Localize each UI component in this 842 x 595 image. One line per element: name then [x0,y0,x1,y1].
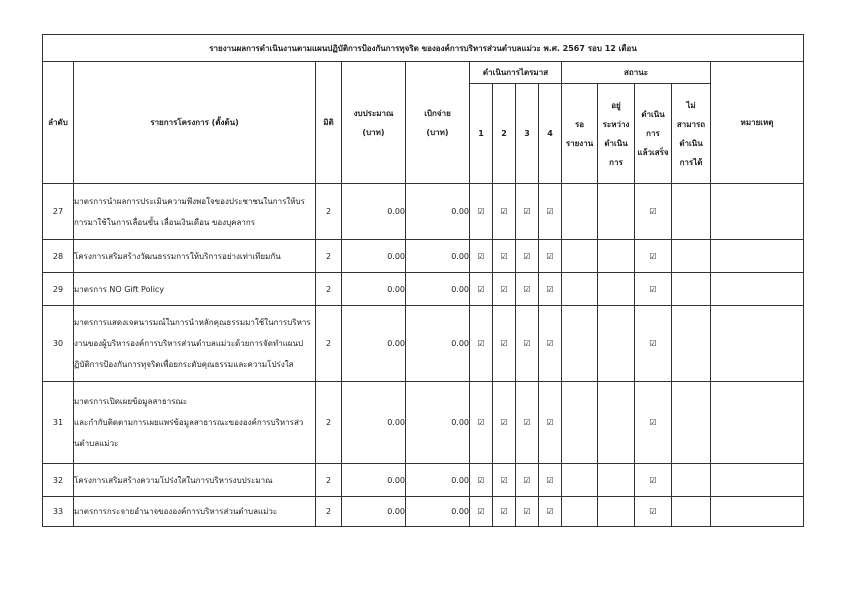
row-project-name-line: มาตรการแสดงเจตนารมณ์ในการนำหลักคุณธรรมมาใช้ในการบริหาร [74,318,311,327]
header-status-in-progress [598,84,635,184]
row-dimension: 2 [316,382,342,464]
status-unable-cell [672,306,711,382]
table-row [43,184,804,240]
row-project-name-line: ฏิบัติการป้องกันการทุจริตเพื่อยกระดับคุณธรรมและความโปร่งใส [74,360,294,369]
status-in-progress-cell [598,306,635,382]
table-row [43,240,804,273]
quarter-check-icon: ☑ [493,273,516,306]
quarter-check-icon: ☑ [539,497,562,527]
row-remark [711,497,804,527]
header-spent-line2: (บาท) [426,127,449,137]
row-project-name-line: โครงการเสริมสร้างความโปร่งใสในการบริหารงบประมาณ [74,475,273,485]
row-project-name-line: งานของผู้บริหารองค์การบริหารส่วนตำบลแม่วะด้วยการจัดทำแผนป [74,339,304,348]
quarter-check-icon: ☑ [539,306,562,382]
quarter-check-icon: ☑ [470,306,493,382]
status-pending-cell [562,273,598,306]
row-project-name-line: การมาใช้ในการเลื่อนขั้น เลื่อนเงินเดือน ของบุคลากร [74,217,256,227]
status-inprogress-line2: ระหว่าง [602,119,630,129]
status-in-progress-cell [598,497,635,527]
status-unable-cell [672,497,711,527]
header-status-completed [635,84,672,184]
status-in-progress-cell [598,240,635,273]
status-completed-check-icon: ☑ [635,497,672,527]
status-pending-line2: รายงาน [565,138,594,148]
status-pending-line1: รอ [574,119,585,129]
status-unable-cell [672,273,711,306]
status-inprogress-line4: การ [609,157,623,167]
quarter-check-icon: ☑ [516,464,539,497]
row-dimension: 2 [316,464,342,497]
row-project-name [74,273,316,306]
status-pending-cell [562,240,598,273]
status-unable-cell [672,382,711,464]
status-pending-cell [562,306,598,382]
row-project-name-line: มาตรการนำผลการประเมินความพึงพอใจของประชาชนในการให้บร [74,196,305,206]
quarter-check-icon: ☑ [493,240,516,273]
header-spent [406,62,470,184]
quarter-check-icon: ☑ [539,184,562,240]
quarter-check-icon: ☑ [539,240,562,273]
status-completed-line1: ดำเนิน [641,110,665,119]
row-remark [711,184,804,240]
row-spent: 0.00 [406,306,470,382]
header-order: ลำดับ [43,62,74,184]
header-project: รายการโครงการ (ตั้งต้น) [74,62,316,184]
header-quarter-1: 1 [470,84,493,184]
status-in-progress-cell [598,273,635,306]
quarter-check-icon: ☑ [493,497,516,527]
row-dimension: 2 [316,497,342,527]
row-dimension: 2 [316,306,342,382]
row-order: 31 [43,382,74,464]
quarter-check-icon: ☑ [539,464,562,497]
row-dimension: 2 [316,240,342,273]
row-order: 29 [43,273,74,306]
row-spent: 0.00 [406,184,470,240]
row-spent: 0.00 [406,497,470,527]
row-remark [711,306,804,382]
quarter-check-icon: ☑ [516,306,539,382]
row-spent: 0.00 [406,464,470,497]
status-completed-check-icon: ☑ [635,306,672,382]
quarter-check-icon: ☑ [539,273,562,306]
quarter-check-icon: ☑ [516,240,539,273]
status-completed-check-icon: ☑ [635,382,672,464]
quarter-check-icon: ☑ [470,382,493,464]
status-completed-check-icon: ☑ [635,240,672,273]
status-pending-cell [562,184,598,240]
status-in-progress-cell [598,382,635,464]
table-body [43,184,804,527]
table-row [43,382,804,464]
header-status-unable [672,84,711,184]
quarter-check-icon: ☑ [493,464,516,497]
row-project-name [74,184,316,240]
status-inprogress-line3: ดำเนิน [604,138,628,148]
status-completed-check-icon: ☑ [635,273,672,306]
row-remark [711,240,804,273]
row-order: 32 [43,464,74,497]
quarter-check-icon: ☑ [493,382,516,464]
quarter-check-icon: ☑ [470,464,493,497]
row-project-name [74,240,316,273]
header-budget [342,62,406,184]
status-completed-check-icon: ☑ [635,184,672,240]
report-table [42,34,804,527]
status-in-progress-cell [598,464,635,497]
quarter-check-icon: ☑ [516,382,539,464]
status-unable-cell [672,240,711,273]
quarter-check-icon: ☑ [470,240,493,273]
row-order: 33 [43,497,74,527]
row-project-name [74,306,316,382]
status-unable-line4: การได้ [679,157,703,167]
row-remark [711,464,804,497]
quarter-check-icon: ☑ [493,184,516,240]
quarter-check-icon: ☑ [493,306,516,382]
header-quarter-2: 2 [493,84,516,184]
quarter-check-icon: ☑ [470,273,493,306]
header-dimension: มิติ [316,62,342,184]
row-project-name-line: มาตรการ NO Gift Policy [74,284,165,294]
row-remark [711,382,804,464]
row-budget: 0.00 [342,184,406,240]
header-status-group: สถานะ [562,62,711,84]
status-in-progress-cell [598,184,635,240]
row-project-name-line: มาตรการกระจายอำนาจขององค์การบริหารส่วนตำบลแม่วะ [74,507,278,516]
quarter-check-icon: ☑ [516,184,539,240]
row-budget: 0.00 [342,497,406,527]
status-completed-check-icon: ☑ [635,464,672,497]
header-quarter-group: ดำเนินการไตรมาส [470,62,562,84]
row-project-name [74,382,316,464]
header-budget-line2: (บาท) [362,127,385,137]
table-row [43,273,804,306]
row-project-name-line: มาตรการเปิดเผยข้อมูลสาธารณะ [74,397,188,406]
row-project-name-line: นตำบลแม่วะ [74,439,119,448]
table-row [43,306,804,382]
row-budget: 0.00 [342,306,406,382]
status-unable-cell [672,464,711,497]
row-budget: 0.00 [342,240,406,273]
quarter-check-icon: ☑ [470,184,493,240]
row-spent: 0.00 [406,240,470,273]
header-budget-line1: งบประมาณ [353,108,394,118]
row-order: 30 [43,306,74,382]
row-budget: 0.00 [342,273,406,306]
row-order: 27 [43,184,74,240]
row-project-name [74,464,316,497]
quarter-check-icon: ☑ [516,273,539,306]
row-budget: 0.00 [342,382,406,464]
header-quarter-3: 3 [516,84,539,184]
header-remark: หมายเหตุ [711,62,804,184]
quarter-check-icon: ☑ [539,382,562,464]
status-pending-cell [562,382,598,464]
status-pending-cell [562,497,598,527]
status-unable-line3: ดำเนิน [679,138,703,148]
report-title: รายงานผลการดำเนินงานตามแผนปฏิบัติการป้องกันการทุจริต ขององค์การบริหารส่วนตำบลแม่วะ พ.ศ. 2567 รอบ 12 เดือน [43,35,804,62]
quarter-check-icon: ☑ [516,497,539,527]
row-spent: 0.00 [406,273,470,306]
quarter-check-icon: ☑ [470,497,493,527]
status-inprogress-line1: อยู่ [611,100,621,110]
table-row [43,464,804,497]
row-project-name [74,497,316,527]
status-completed-line3: แล้วเสร็จ [637,148,669,157]
status-unable-cell [672,184,711,240]
header-quarter-4: 4 [539,84,562,184]
status-completed-line2: การ [646,129,660,138]
status-unable-line1: ไม่ [686,100,696,110]
status-pending-cell [562,464,598,497]
row-remark [711,273,804,306]
row-dimension: 2 [316,273,342,306]
status-unable-line2: สามารถ [676,119,706,129]
row-spent: 0.00 [406,382,470,464]
row-dimension: 2 [316,184,342,240]
row-budget: 0.00 [342,464,406,497]
row-project-name-line: และกำกับติดตามการเผยแพร่ข้อมูลสาธารณะขององค์การบริหารส่ว [74,418,304,427]
row-order: 28 [43,240,74,273]
header-spent-line1: เบิกจ่าย [424,108,451,118]
row-project-name-line: โครงการเสริมสร้างวัฒนธรรมการให้บริการอย่างเท่าเทียมกัน [74,251,281,261]
table-row [43,497,804,527]
header-status-pending [562,84,598,184]
